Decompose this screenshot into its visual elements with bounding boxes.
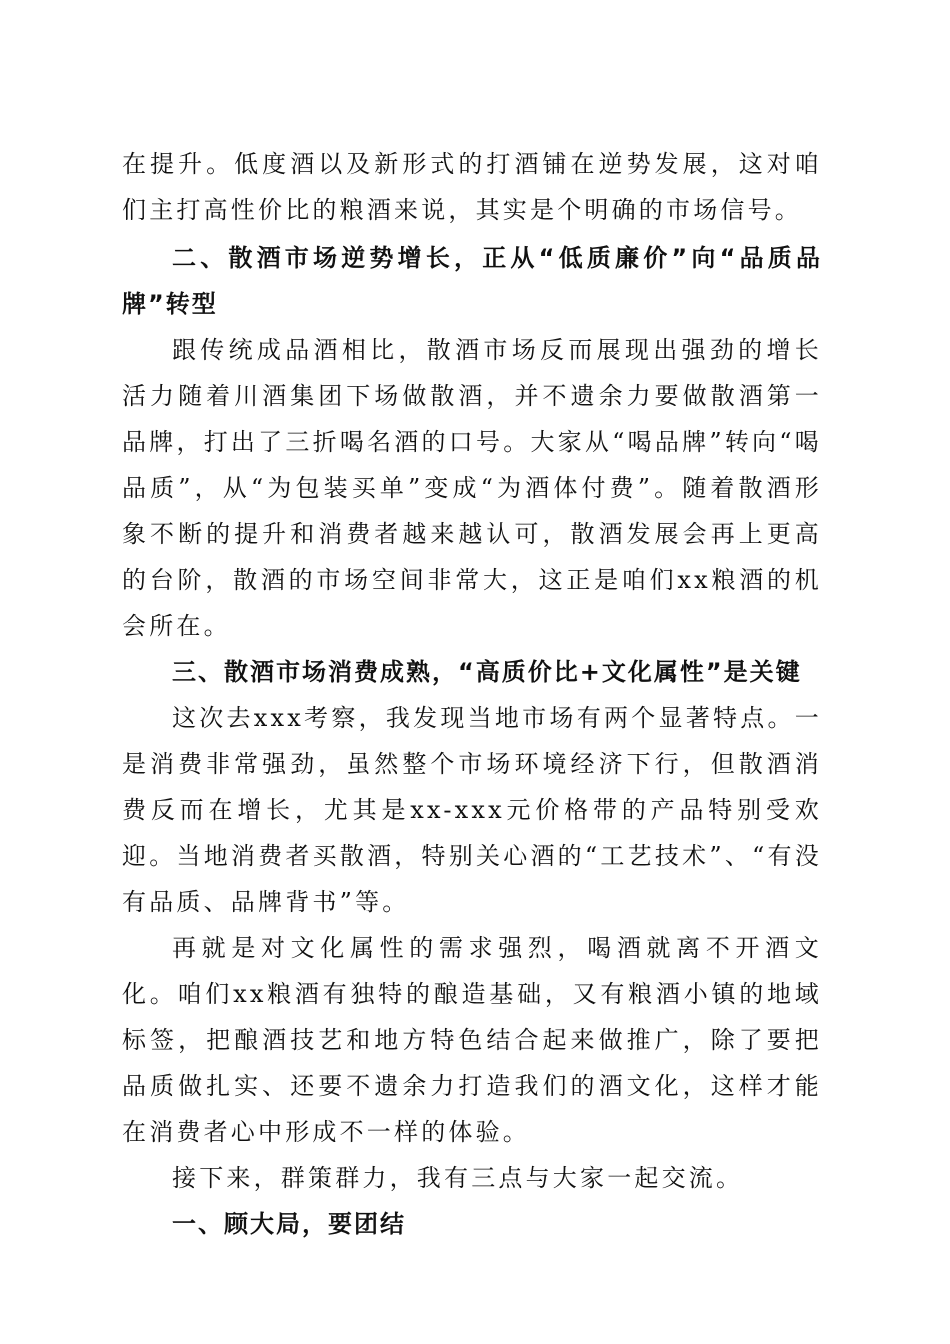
body-paragraph-market-features: 这次去xxx考察，我发现当地市场有两个显著特点。一是消费非常强劲，虽然整个市场环境经济下行，但散酒消费反而在增长，尤其是xx-xxx元价格带的产品特别受欢迎。当地消费者买散酒，特别关心酒的“工艺技术”、“有没有品质、品牌背书”等。 [122,704,822,916]
body-paragraph-bulk-wine-growth: 跟传统成品酒相比，散酒市场反而展现出强劲的增长活力随着川酒集团下场做散酒，并不遗余力要做散酒第一品牌，打出了三折喝名酒的口号。大家从“喝品牌”转向“喝品质”，从“为包装买单”变成“为酒体付费”。随着散酒形象不断的提升和消费者越来越认可，散酒发展会再上更高的台阶，散酒的市场空间非常大，这正是咱们xx粮酒的机会所在。 [122,336,822,640]
section-heading-two: 二、散酒市场逆势增长，正从“低质廉价”向“品质品牌”转型 [122,244,822,318]
body-paragraph-continuation: 在提升。低度酒以及新形式的打酒铺在逆势发展，这对咱们主打高性价比的粮酒来说，其实是个明确的市场信号。 [122,150,822,224]
body-paragraph-culture-demand: 再就是对文化属性的需求强烈，喝酒就离不开酒文化。咱们xx粮酒有独特的酿造基础，又有粮酒小镇的地域标签，把酿酒技艺和地方特色结合起来做推广，除了要把品质做扎实、还要不遗余力打造我们的酒文化，这样才能在消费者心中形成不一样的体验。 [122,934,822,1146]
body-paragraph-next-steps: 接下来，群策群力，我有三点与大家一起交流。 [172,1164,744,1192]
document-page [122,141,822,1247]
section-heading-one: 一、顾大局，要团结 [172,1210,406,1238]
section-heading-three: 三、散酒市场消费成熟，“高质价比+文化属性”是关键 [172,658,802,686]
